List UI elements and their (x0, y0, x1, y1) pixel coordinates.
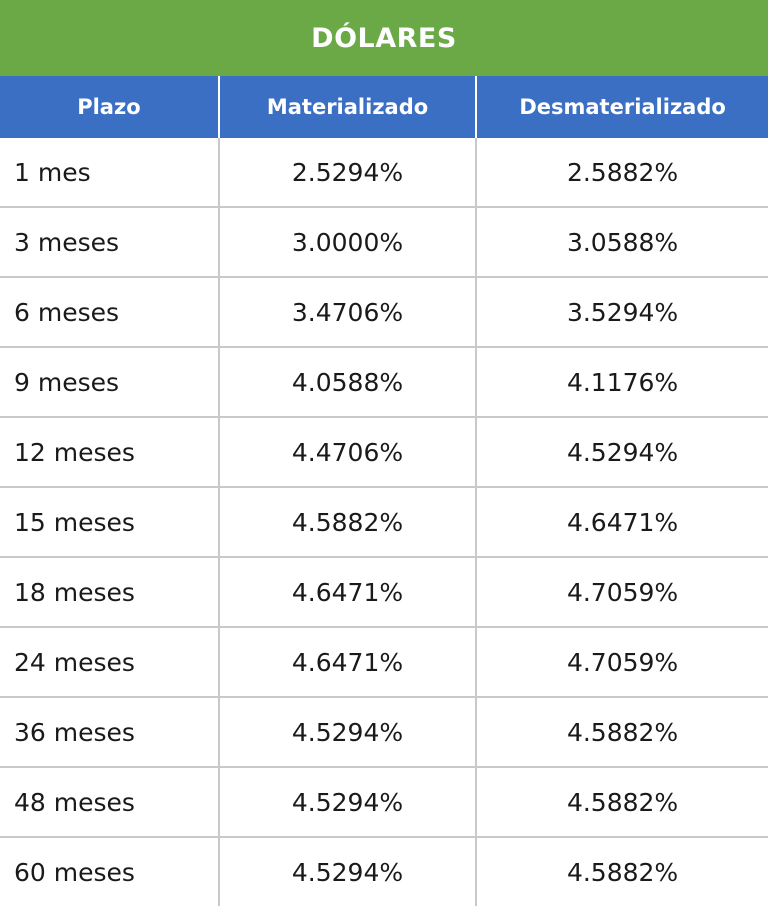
cell-materializado: 4.4706% (219, 417, 476, 487)
cell-desmaterializado: 4.5882% (476, 697, 768, 767)
column-header-materializado: Materializado (219, 76, 476, 138)
cell-term: 3 meses (0, 207, 219, 277)
cell-desmaterializado: 4.1176% (476, 347, 768, 417)
table-row (0, 837, 768, 906)
table-column-headers (0, 76, 768, 138)
table-title-row (0, 0, 768, 76)
cell-materializado: 3.4706% (219, 277, 476, 347)
cell-desmaterializado: 4.5882% (476, 767, 768, 837)
cell-desmaterializado: 4.5294% (476, 417, 768, 487)
cell-materializado: 4.5882% (219, 487, 476, 557)
table-row (0, 138, 768, 207)
cell-materializado: 4.6471% (219, 557, 476, 627)
table-title: DÓLARES (0, 0, 768, 76)
table-body (0, 138, 768, 906)
cell-materializado: 4.5294% (219, 767, 476, 837)
cell-term: 12 meses (0, 417, 219, 487)
cell-desmaterializado: 4.5882% (476, 837, 768, 906)
cell-term: 48 meses (0, 767, 219, 837)
cell-term: 9 meses (0, 347, 219, 417)
table-row (0, 417, 768, 487)
cell-materializado: 4.0588% (219, 347, 476, 417)
table-row (0, 347, 768, 417)
cell-term: 18 meses (0, 557, 219, 627)
cell-materializado: 2.5294% (219, 138, 476, 207)
cell-materializado: 3.0000% (219, 207, 476, 277)
table-row (0, 487, 768, 557)
cell-desmaterializado: 2.5882% (476, 138, 768, 207)
cell-term: 1 mes (0, 138, 219, 207)
cell-term: 60 meses (0, 837, 219, 906)
cell-desmaterializado: 4.7059% (476, 627, 768, 697)
cell-term: 24 meses (0, 627, 219, 697)
cell-materializado: 4.5294% (219, 697, 476, 767)
table-row (0, 557, 768, 627)
cell-materializado: 4.5294% (219, 837, 476, 906)
table-row (0, 277, 768, 347)
column-header-desmaterializado: Desmaterializado (476, 76, 768, 138)
cell-desmaterializado: 4.7059% (476, 557, 768, 627)
cell-term: 36 meses (0, 697, 219, 767)
table-row (0, 627, 768, 697)
table-header-row (0, 76, 768, 138)
cell-desmaterializado: 4.6471% (476, 487, 768, 557)
cell-term: 6 meses (0, 277, 219, 347)
table-row (0, 207, 768, 277)
cell-term: 15 meses (0, 487, 219, 557)
table-head (0, 0, 768, 76)
cell-desmaterializado: 3.5294% (476, 277, 768, 347)
table-row (0, 697, 768, 767)
cell-materializado: 4.6471% (219, 627, 476, 697)
column-header-plazo: Plazo (0, 76, 219, 138)
table-row (0, 767, 768, 837)
cell-desmaterializado: 3.0588% (476, 207, 768, 277)
